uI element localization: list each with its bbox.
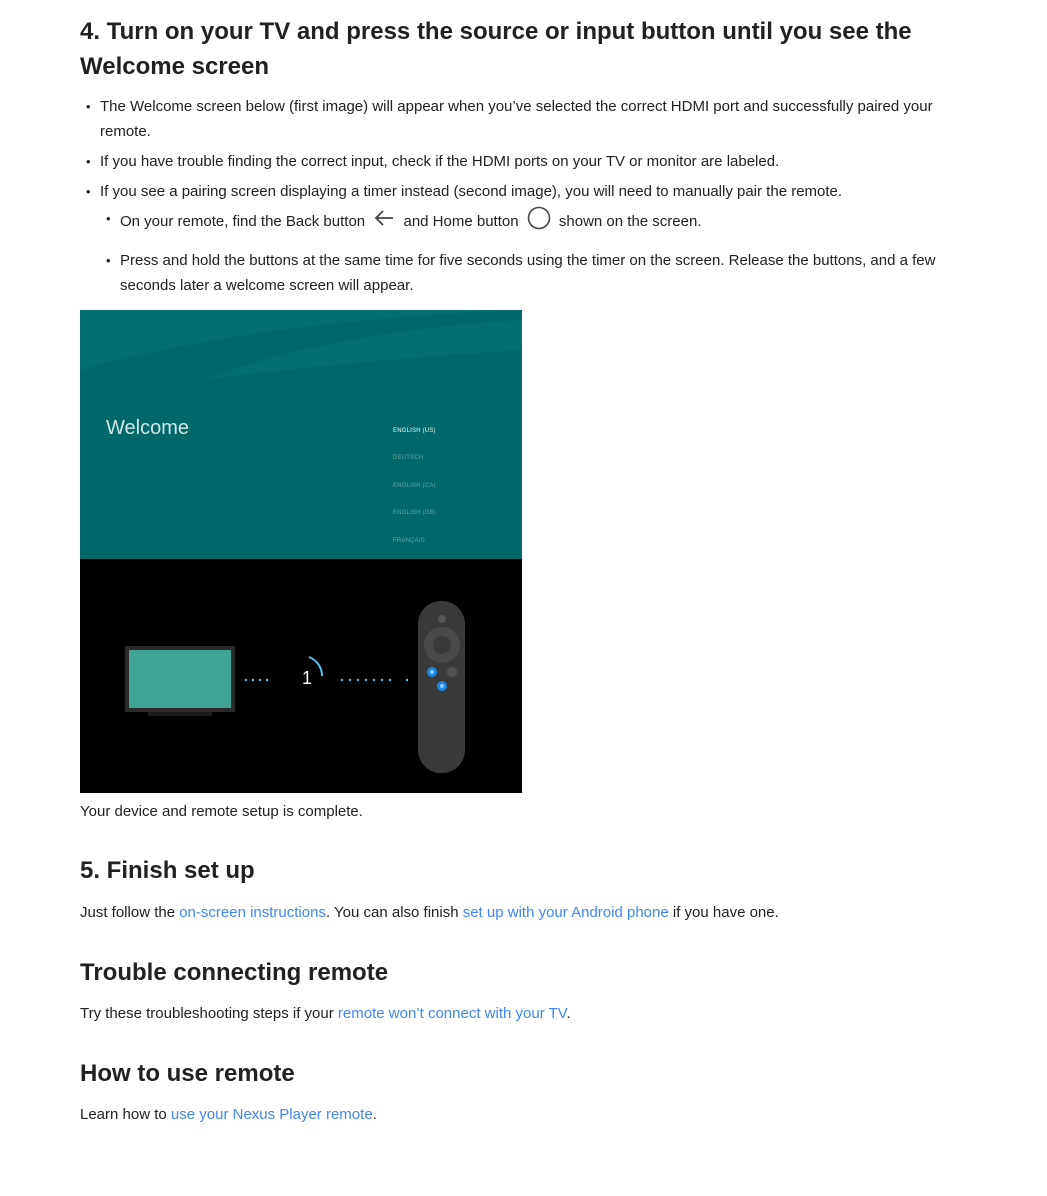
step5-paragraph — [80, 902, 779, 924]
welcome-title: Welcome — [106, 417, 189, 439]
timer-value: 1 — [302, 668, 313, 688]
list-item: • The Welcome screen below (first image) will appear when you’ve selected the correct HDMI port and successfully paired your remote. — [100, 94, 960, 144]
remote-icon — [418, 601, 465, 773]
trouble-paragraph — [80, 1003, 571, 1025]
text: . You can also finish — [325, 904, 463, 921]
language-option: DEUTSCH — [393, 455, 424, 461]
back-arrow-icon — [373, 209, 395, 235]
sub1-prefix: On your remote, find the Back button — [120, 212, 366, 230]
text: Try these troubleshooting steps if your — [80, 1005, 338, 1022]
pairing-illustration — [80, 559, 522, 793]
language-option: ENGLISH (US) — [393, 428, 436, 434]
android-phone-setup-link[interactable]: set up with your Android phone — [462, 904, 669, 921]
text: Just follow the — [80, 904, 180, 921]
sub-bullets — [100, 206, 960, 298]
setup-screenshot — [80, 310, 522, 793]
nexus-remote-link[interactable]: use your Nexus Player remote — [170, 1106, 373, 1123]
dots-left — [245, 679, 268, 681]
remote-wont-connect-link[interactable]: remote won’t connect with your TV — [337, 1005, 567, 1022]
sub1-suffix: shown on the screen. — [558, 212, 702, 230]
text: if you have one. — [668, 904, 779, 921]
language-option: FRANÇAIS — [393, 538, 425, 544]
list-item: • Press and hold the buttons at the same time for five seconds using the timer on the screen. Release the buttons, and a few seconds later a welcome screen will appear. — [120, 248, 960, 298]
trouble-heading: Trouble connecting remote — [80, 959, 389, 986]
pairing-screen — [80, 559, 522, 793]
home-circle-icon — [527, 206, 551, 238]
welcome-screen — [80, 310, 522, 559]
step5-heading: 5. Finish set up — [80, 857, 255, 884]
dots-right — [341, 679, 408, 681]
language-option: ENGLISH (CA) — [393, 483, 436, 489]
sub1-middle: and Home button — [403, 212, 519, 230]
howto-heading: How to use remote — [80, 1060, 295, 1087]
step4-heading: 4. Turn on your TV and press the source or input button until you see the Welcome screen — [80, 18, 912, 80]
list-item — [100, 179, 960, 298]
list-item-text: If you see a pairing screen displaying a timer instead (second image), you will need to manually pair the remote. — [100, 183, 843, 200]
step4-bullets — [100, 94, 960, 308]
caption: Your device and remote setup is complete. — [80, 803, 363, 820]
language-option: ENGLISH (GB) — [393, 510, 437, 516]
list-item: • If you have trouble finding the correct input, check if the HDMI ports on your TV or monitor are labeled. — [100, 149, 960, 174]
text: . — [566, 1005, 571, 1022]
text: Learn how to — [80, 1106, 171, 1123]
on-screen-instructions-link[interactable]: on-screen instructions — [179, 904, 326, 921]
text: . — [372, 1106, 377, 1123]
list-item — [120, 206, 960, 238]
tv-icon — [125, 646, 235, 716]
howto-paragraph — [80, 1104, 377, 1126]
